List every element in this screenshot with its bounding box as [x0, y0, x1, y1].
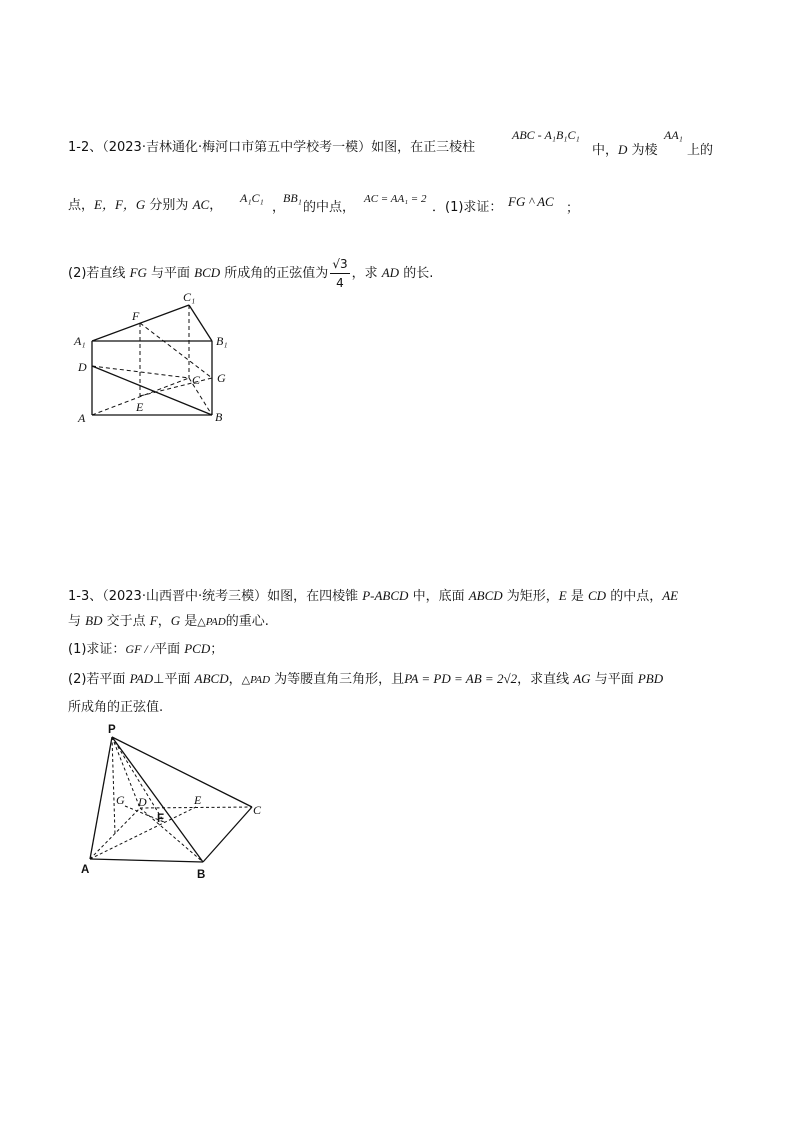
text-yu: 与	[68, 614, 86, 629]
problem-1-2-line-2	[68, 196, 222, 215]
plane-pad: PAD	[129, 671, 154, 686]
text-zhongdian: 的中点，	[303, 200, 356, 215]
label-c-pyr: C	[253, 803, 262, 817]
edge-ab	[90, 859, 203, 862]
segment-median	[112, 737, 115, 834]
label-g: G	[217, 371, 226, 385]
label-a-pyr: A	[81, 864, 90, 876]
text-qiuzhixian: ，求直线	[517, 672, 574, 687]
points-efg: E，F，G	[94, 197, 146, 212]
text-perp-plane: ⊥平面	[153, 672, 195, 687]
edge-pa	[90, 737, 112, 859]
segment-cd: CD	[588, 588, 607, 603]
label-f: F	[132, 309, 140, 323]
problem-source-2: （2023·山西晋中·统考三模）如图，在四棱锥	[102, 589, 363, 604]
label-d: D	[618, 142, 628, 157]
segment-bb1: BB₁	[283, 191, 302, 205]
text-yupingmian: 与平面	[146, 266, 195, 281]
label-d-fig: D	[78, 360, 87, 374]
semicolon-2: ；	[210, 642, 224, 657]
edge-c1b1	[189, 305, 212, 341]
label-g-pyr: G	[116, 793, 125, 807]
text-pingmian: 平面	[154, 642, 185, 657]
triangle-pad: △PAD	[197, 616, 226, 628]
line-fg: FG	[129, 265, 147, 280]
equation-pa-pd-ab: PA = PD = AB = 2√2	[404, 671, 518, 686]
line-1-tail	[592, 139, 658, 158]
text-ruopingmian: (2)若平面	[68, 672, 130, 687]
fraction-sqrt3-over-4	[330, 255, 349, 292]
plane-pcd: PCD	[184, 641, 211, 656]
plane-bcd: BCD	[194, 265, 221, 280]
semicolon: ；	[566, 201, 580, 216]
text-shi: 是	[566, 589, 589, 604]
label-e-pyr: E	[194, 793, 202, 807]
label-a1: A₁	[74, 334, 86, 348]
label-a: A	[78, 411, 86, 425]
text-weileng: 为棱	[627, 143, 658, 158]
problem-1-2-part-2	[68, 255, 433, 292]
line-ag: AG	[573, 671, 591, 686]
label-b-pyr: B	[197, 869, 206, 881]
segment-eg	[140, 378, 212, 396]
text-qiuzheng-1: ．(1)求证：	[432, 200, 503, 215]
plane-pbd: PBD	[637, 671, 664, 686]
segment-ae-pyr	[90, 807, 196, 859]
pyramid-figure	[70, 722, 280, 882]
label-c: C	[192, 373, 201, 387]
statement-gf-parallel: GF / /	[125, 642, 155, 656]
base-abcd: ABCD	[468, 588, 503, 603]
problem-1-3-line-2	[68, 612, 269, 631]
problem-1-3-part-1	[68, 640, 223, 659]
text-dian: 点，	[68, 198, 95, 213]
text-yupingmian-2: 与平面	[590, 672, 638, 687]
pyramid-name: P-ABCD	[362, 588, 409, 603]
triangle-pad-2: △PAD	[241, 674, 271, 686]
edge-pb	[112, 737, 203, 862]
segment-ad: AD	[381, 265, 400, 280]
segment-bd: BD	[85, 613, 103, 628]
point-e: E	[558, 588, 567, 603]
label-d-pyr: D	[138, 795, 147, 809]
text-zhongxin: 的重心.	[225, 614, 269, 629]
text-dezhongdian: 的中点，	[606, 589, 663, 604]
edge-bc	[203, 807, 252, 862]
segment-fg	[140, 323, 212, 378]
text-dengyao: 为等腰直角三角形，且	[270, 672, 405, 687]
problem-1-3-line-3: 所成角的正弦值.	[68, 700, 164, 715]
label-b1: B₁	[216, 334, 228, 348]
text-shi-2: 是	[180, 614, 198, 629]
text-qiu: ，求	[351, 266, 382, 281]
problem-number-2: 1-3、	[68, 589, 103, 604]
problem-1-3-line-1	[68, 587, 678, 606]
prism-figure	[70, 288, 240, 428]
label-c1: C₁	[183, 290, 196, 304]
text-dechang: 的长.	[399, 266, 434, 281]
problem-1-2-line-1	[68, 139, 475, 157]
problem-source: （2023·吉林通化·梅河口市第五中学校考一模）如图，在正三棱柱	[102, 140, 476, 155]
fraction-numerator: √3	[330, 255, 349, 274]
equation-ac-aa1: AC = AA₁ = 2	[364, 193, 427, 205]
comma-2: ，	[272, 200, 286, 215]
comma-4: ，	[228, 672, 242, 687]
segment-ac: AC	[192, 197, 210, 212]
text-fenbie: 分别为	[145, 198, 193, 213]
label-p: P	[108, 724, 116, 736]
text-zhengxian: 所成角的正弦值为	[220, 266, 329, 281]
problem-1-3-part-2	[68, 670, 663, 689]
text-zhong: 中，	[592, 143, 619, 158]
comma-3: ，	[157, 614, 171, 629]
edge-aa1: AA₁	[664, 128, 683, 142]
plane-abcd: ABCD	[194, 671, 229, 686]
segment-a1c1: A₁C₁	[240, 191, 264, 205]
fraction-denominator: 4	[336, 276, 344, 290]
text-qiuzheng-2: (1)求证：	[68, 642, 126, 657]
label-f-pyr: F	[157, 813, 165, 825]
point-g: G	[170, 613, 181, 628]
text-zhongdimian: 中，底面	[408, 589, 469, 604]
point-f: F	[149, 613, 158, 628]
text-juxing: 为矩形，	[502, 589, 559, 604]
text-jiaoyudian: 交于点	[102, 614, 150, 629]
prism-name: ABC - A₁B₁C₁	[512, 128, 580, 142]
comma-1: ，	[209, 198, 223, 213]
label-b: B	[215, 410, 223, 424]
segment-ae: AE	[662, 588, 679, 603]
problem-number: 1-2、	[68, 140, 103, 155]
segment-db-pyr	[140, 808, 203, 862]
text-ruo: (2)若直线	[68, 266, 130, 281]
statement-fg-perp-ac: FG ^ AC	[508, 194, 554, 209]
label-e: E	[136, 400, 144, 414]
text-shangde: 上的	[687, 143, 714, 158]
